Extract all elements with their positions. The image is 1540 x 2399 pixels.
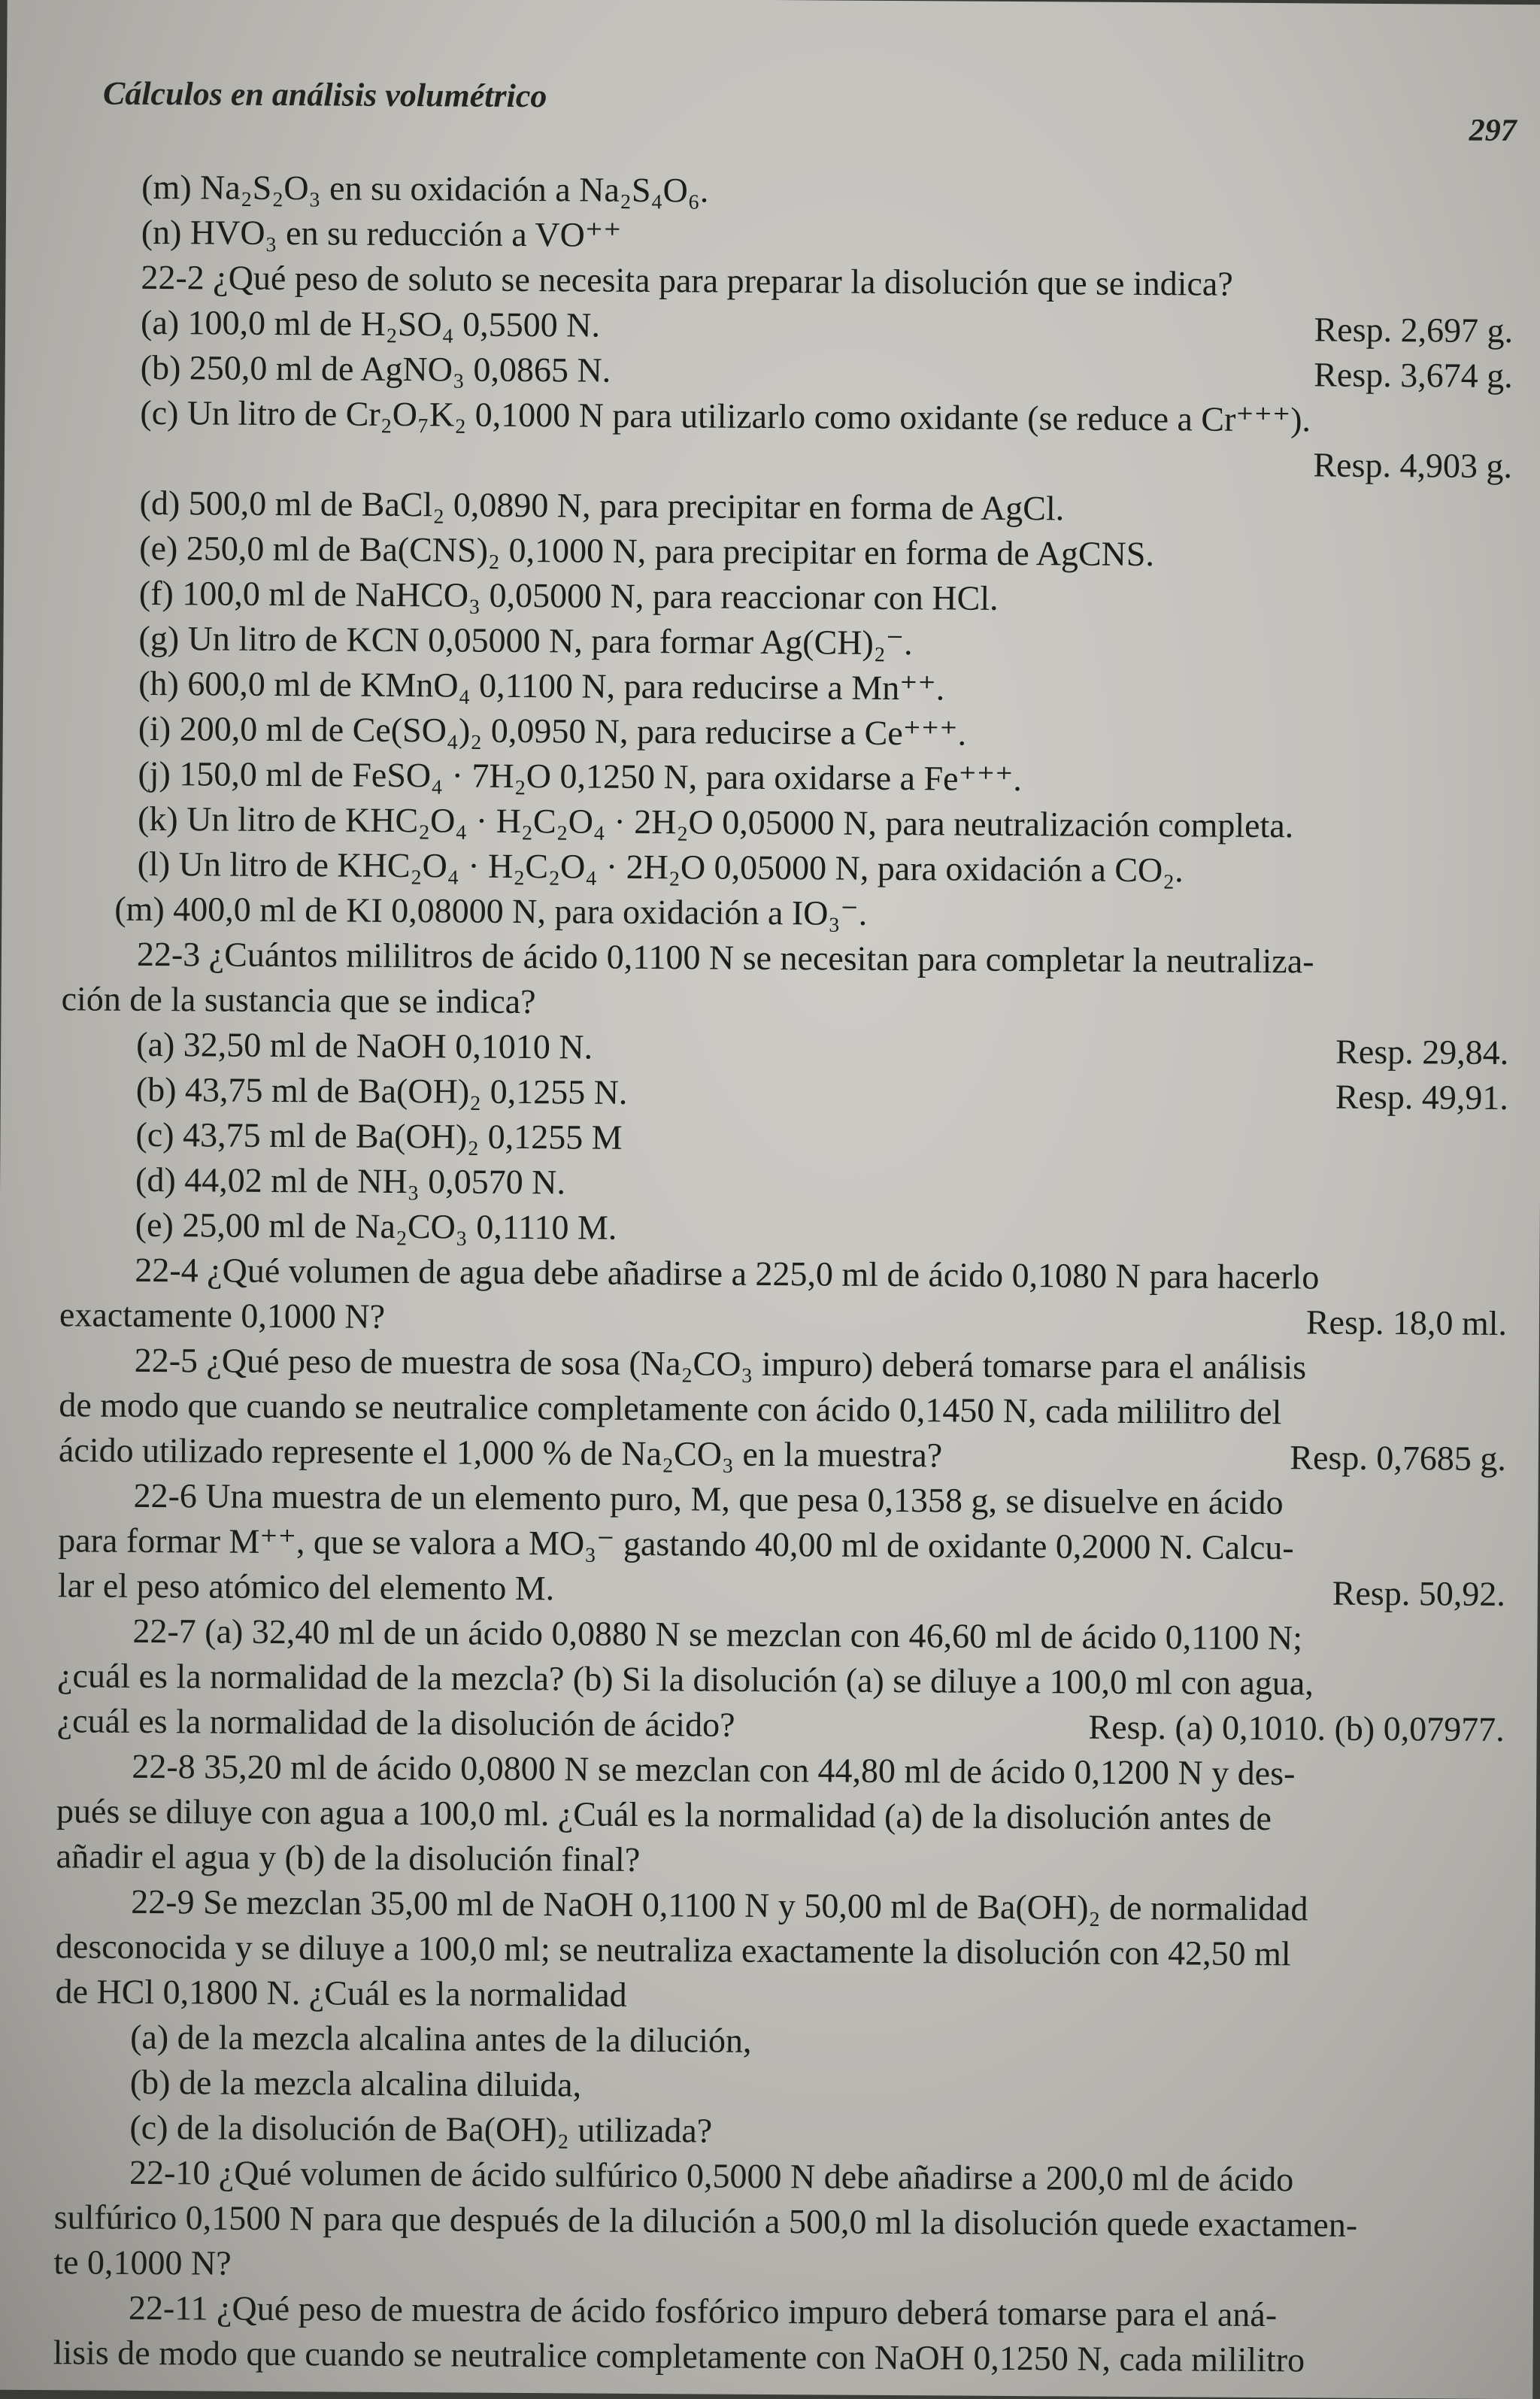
answer-text: Resp. (a) 0,1010. (b) 0,07977. bbox=[1088, 1707, 1505, 1748]
answer-text: Resp. 4,903 g. bbox=[1313, 445, 1513, 486]
answer-text: Resp. 2,697 g. bbox=[1314, 310, 1514, 350]
line-text: lisis de modo que cuando se neutralice completamente con NaOH 0,1250 N, cada mililitro bbox=[53, 2333, 1305, 2379]
line-text: añadir el agua y (b) de la disolución final? bbox=[56, 1836, 641, 1879]
page-number: 297 bbox=[1469, 113, 1517, 149]
line-text: 22-6 Una muestra de un elemento puro, M, que pesa 0,1358 g, se disuelve en ácido bbox=[133, 1475, 1284, 1522]
line-text: (e) 25,00 ml de Na₂CO₃ 0,1110 M. bbox=[135, 1205, 617, 1247]
line-text: ácido utilizado represente el 1,000 % de Na₂CO₃ en la muestra? bbox=[58, 1430, 943, 1475]
line-text: ción de la sustancia que se indica? bbox=[61, 979, 536, 1021]
line-text: (m) 400,0 ml de KI 0,08000 N, para oxidación a IO₃⁻. bbox=[114, 889, 868, 933]
line-text: para formar M⁺⁺, que se valora a MO₃⁻ gastando 40,00 ml de oxidante 0,2000 N. Calcu- bbox=[58, 1521, 1294, 1567]
line-text: (k) Un litro de KHC₂O₄ · H₂C₂O₄ · 2H₂O 0,05000 N, para neutralización completa. bbox=[137, 799, 1294, 845]
page-body bbox=[53, 164, 1514, 2384]
line-text: 22-2 ¿Qué peso de soluto se necesita para preparar la disolución que se indica? bbox=[141, 257, 1233, 303]
line-text: (j) 150,0 ml de FeSO₄ · 7H₂O 0,1250 N, para oxidarse a Fe⁺⁺⁺. bbox=[138, 754, 1023, 799]
line-text: 22-8 35,20 ml de ácido 0,0800 N se mezclan con 44,80 ml de ácido 0,1200 N y des- bbox=[132, 1746, 1296, 1793]
line-text: (a) de la mezcla alcalina antes de la dilución, bbox=[130, 2017, 752, 2060]
line-text: 22-9 Se mezclan 35,00 ml de NaOH 0,1100 N y 50,00 ml de Ba(OH)₂ de normalidad bbox=[131, 1882, 1308, 1928]
line-text: (b) de la mezcla alcalina diluida, bbox=[129, 2062, 582, 2104]
line-text: 22-11 ¿Qué peso de muestra de ácido fosfórico impuro deberá tomarse para el aná- bbox=[128, 2288, 1278, 2334]
line-text: 22-3 ¿Cuántos mililitros de ácido 0,1100 N se necesitan para completar la neutraliza- bbox=[136, 934, 1314, 981]
line-text: (g) Un litro de KCN 0,05000 N, para formar Ag(CH)₂⁻. bbox=[138, 618, 913, 663]
answer-text: Resp. 49,91. bbox=[1335, 1077, 1508, 1117]
line-text: de modo que cuando se neutralice completamente con ácido 0,1450 N, cada mililitro del bbox=[59, 1385, 1282, 1432]
line-text: (e) 250,0 ml de Ba(CNS)₂ 0,1000 N, para precipitar en forma de AgCNS. bbox=[139, 528, 1155, 574]
line-text: (c) Un litro de Cr₂O₇K₂ 0,1000 N para utilizarlo como oxidante (se reduce a Cr⁺⁺⁺). bbox=[140, 393, 1311, 439]
line-text: ¿cuál es la normalidad de la disolución de ácido? bbox=[56, 1701, 735, 1744]
answer-text: Resp. 18,0 ml. bbox=[1305, 1303, 1508, 1342]
line-text: (i) 200,0 ml de Ce(SO₄)₂ 0,0950 N, para reducirse a Ce⁺⁺⁺. bbox=[138, 708, 967, 753]
line-text: (f) 100,0 ml de NaHCO₃ 0,05000 N, para reaccionar con HCl. bbox=[138, 573, 999, 617]
line-text: (m) Na₂S₂O₃ en su oxidación a Na₂S₄O₆. bbox=[141, 167, 709, 210]
line-text: (b) 250,0 ml de AgNO₃ 0,0865 N. bbox=[140, 347, 611, 390]
line-text: desconocida y se diluye a 100,0 ml; se neutraliza exactamente la disolución con 42,50 ml bbox=[55, 1927, 1291, 1973]
line-text: (a) 32,50 ml de NaOH 0,1010 N. bbox=[136, 1024, 593, 1066]
answer-text: Resp. 29,84. bbox=[1335, 1032, 1509, 1072]
answer-text: Resp. 0,7685 g. bbox=[1290, 1438, 1507, 1478]
line-text: (b) 43,75 ml de Ba(OH)₂ 0,1255 N. bbox=[135, 1069, 628, 1112]
line-text: ¿cuál es la normalidad de la mezcla? (b) Si la disolución (a) se diluye a 100,0 ml con agua, bbox=[56, 1656, 1314, 1703]
line-text: te 0,1000 N? bbox=[53, 2243, 232, 2282]
line-text: exactamente 0,1000 N? bbox=[59, 1295, 386, 1336]
line-text: (n) HVO₃ en su reducción a VO⁺⁺ bbox=[141, 212, 622, 254]
line-text: (a) 100,0 ml de H₂SO₄ 0,5500 N. bbox=[140, 302, 601, 344]
line-text: 22-4 ¿Qué volumen de agua debe añadirse a 225,0 ml de ácido 0,1080 N para hacerlo bbox=[135, 1250, 1320, 1297]
line-text: (d) 500,0 ml de BaCl₂ 0,0890 N, para precipitar en forma de AgCl. bbox=[139, 483, 1065, 528]
line-text: (c) 43,75 ml de Ba(OH)₂ 0,1255 M bbox=[135, 1115, 623, 1157]
answer-text: Resp. 50,92. bbox=[1332, 1573, 1505, 1613]
running-header-title: Cálculos en análisis volumétrico bbox=[102, 74, 547, 115]
line-text: (d) 44,02 ml de NH₃ 0,0570 N. bbox=[135, 1160, 566, 1202]
text-line bbox=[53, 2330, 1500, 2384]
line-text: pués se diluye con agua a 100,0 ml. ¿Cuál es la normalidad (a) de la disolución antes de bbox=[56, 1791, 1272, 1838]
line-text: de HCl 0,1800 N. ¿Cuál es la normalidad bbox=[55, 1972, 627, 2014]
line-text: (l) Un litro de KHC₂O₄ · H₂C₂O₄ · 2H₂O 0,05000 N, para oxidación a CO₂. bbox=[137, 844, 1184, 890]
answer-text: Resp. 3,674 g. bbox=[1314, 355, 1513, 396]
line-text: 22-10 ¿Qué volumen de ácido sulfúrico 0,5000 N debe añadirse a 200,0 ml de ácido bbox=[129, 2152, 1294, 2199]
line-text: 22-5 ¿Qué peso de muestra de sosa (Na₂CO₃ impuro) deberá tomarse para el análisis bbox=[134, 1340, 1307, 1387]
line-text: (c) de la disolución de Ba(OH)₂ utilizada? bbox=[129, 2107, 713, 2150]
line-text: lar el peso atómico del elemento M. bbox=[57, 1566, 555, 1608]
line-text: 22-7 (a) 32,40 ml de un ácido 0,0880 N se mezclan con 46,60 ml de ácido 0,1100 N; bbox=[132, 1611, 1303, 1657]
line-text: sulfúrico 0,1500 N para que después de la dilución a 500,0 ml la disolución quede exactamen- bbox=[53, 2197, 1358, 2244]
line-text: (h) 600,0 ml de KMnO₄ 0,1100 N, para reducirse a Mn⁺⁺. bbox=[138, 663, 945, 708]
